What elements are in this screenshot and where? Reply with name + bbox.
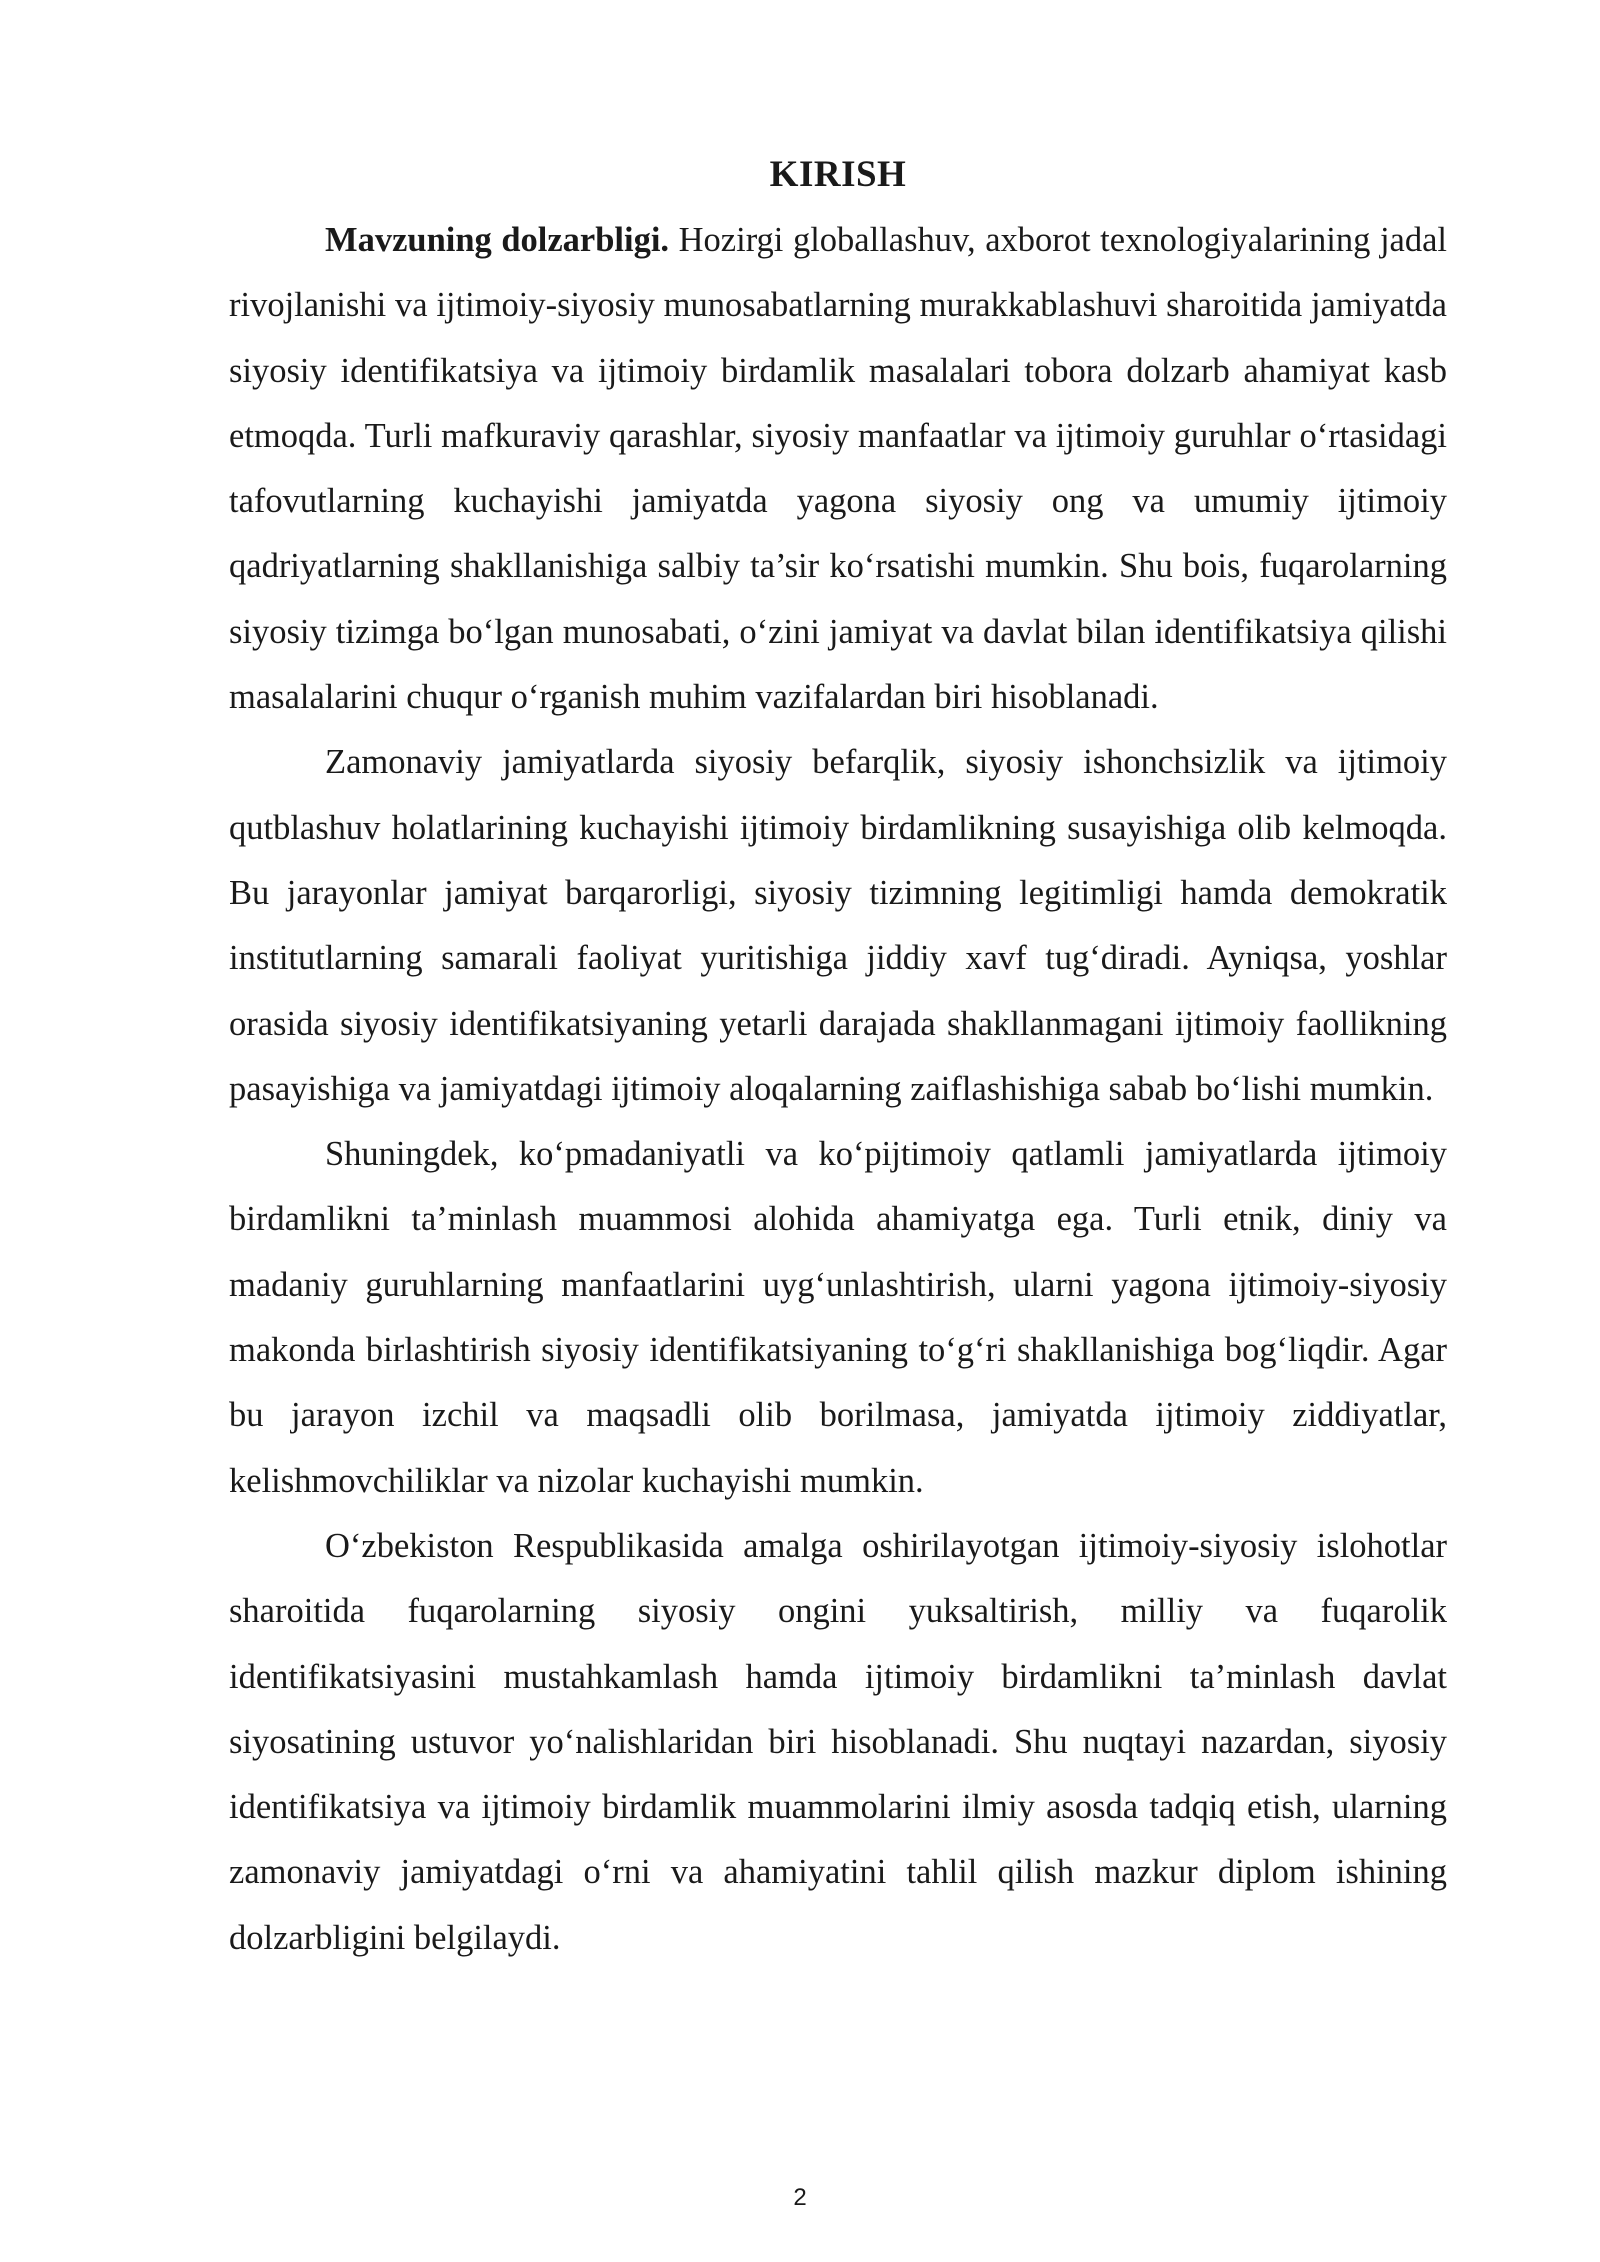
paragraph-relevance <box>229 208 1447 730</box>
paragraph-political-apathy: Zamonaviy jamiyatlarda siyosiy befarqlik, siyosiy ishonchsizlik va ijtimoiy qutblashuv holatlarining kuchayishi ijtimoiy birdamlikning susayishiga olib kelmoqda. Bu jarayonlar jamiyat barqarorligi, siyosiy tizimning legitimligi hamda demokratik institutlarning samarali faoliyat yuritishiga jiddiy xavf tug‘diradi. Ayniqsa, yoshlar orasida siyosiy identifikatsiyaning yetarli darajada shakllanmagani ijtimoiy faollikning pasayishiga va jamiyatdagi ijtimoiy aloqalarning zaiflashishiga sabab bo‘lishi mumkin. <box>229 743 1447 1108</box>
paragraph-multicultural: Shuningdek, ko‘pmadaniyatli va ko‘pijtimoiy qatlamli jamiyatlarda ijtimoiy birdamlikni ta’minlash muammosi alohida ahamiyatga ega. Turli etnik, diniy va madaniy guruhlarning manfaatlarini uyg‘unlashtirish, ularni yagona ijtimoiy-siyosiy makonda birlashtirish siyosiy identifikatsiyaning to‘g‘ri shakllanishiga bog‘liqdir. Agar bu jarayon izchil va maqsadli olib borilmasa, jamiyatda ijtimoiy ziddiyatlar, kelishmovchiliklar va nizolar kuchayishi mumkin. <box>229 1135 1447 1500</box>
paragraph-uzbekistan-reforms: O‘zbekiston Respublikasida amalga oshirilayotgan ijtimoiy-siyosiy islohotlar sharoitida fuqarolarning siyosiy ongini yuksaltirish, milliy va fuqarolik identifikatsiyasini mustahkamlash hamda ijtimoiy birdamlikni ta’minlash davlat siyosatining ustuvor yo‘nalishlaridan biri hisoblanadi. Shu nuqtayi nazardan, siyosiy identifikatsiya va ijtimoiy birdamlik muammolarini ilmiy asosda tadqiq etish, ularning zamonaviy jamiyatdagi o‘rni va ahamiyatini tahlil qilish mazkur diplom ishining dolzarbligini belgilaydi. <box>229 1526 1447 1957</box>
paragraph-lead: Mavzuning dolzarbligi. <box>325 221 670 259</box>
paragraph-text: Hozirgi globallashuv, axborot texnologiyalarining jadal rivojlanishi va ijtimoiy-siyosiy munosabatlarning murakkablashuvi sharoitida jamiyatda siyosiy identifikatsiya va ijtimoiy birdamlik masalalari tobora dolzarb ahamiyat kasb etmoqda. Turli mafkuraviy qarashlar, siyosiy manfaatlar va ijtimoiy guruhlar o‘rtasidagi tafovutlarning kuchayishi jamiyatda yagona siyosiy ong va umumiy ijtimoiy qadriyatlarning shakllanishiga salbiy ta’sir ko‘rsatishi mumkin. Shu bois, fuqarolarning siyosiy tizimga bo‘lgan munosabati, o‘zini jamiyat va davlat bilan identifikatsiya qilishi masalalarini chuqur o‘rganish muhim vazifalardan biri hisoblanadi. <box>229 221 1447 717</box>
page-number: 2 <box>793 2184 807 2211</box>
section-heading: KIRISH <box>769 154 907 195</box>
page-content <box>229 148 1447 1971</box>
